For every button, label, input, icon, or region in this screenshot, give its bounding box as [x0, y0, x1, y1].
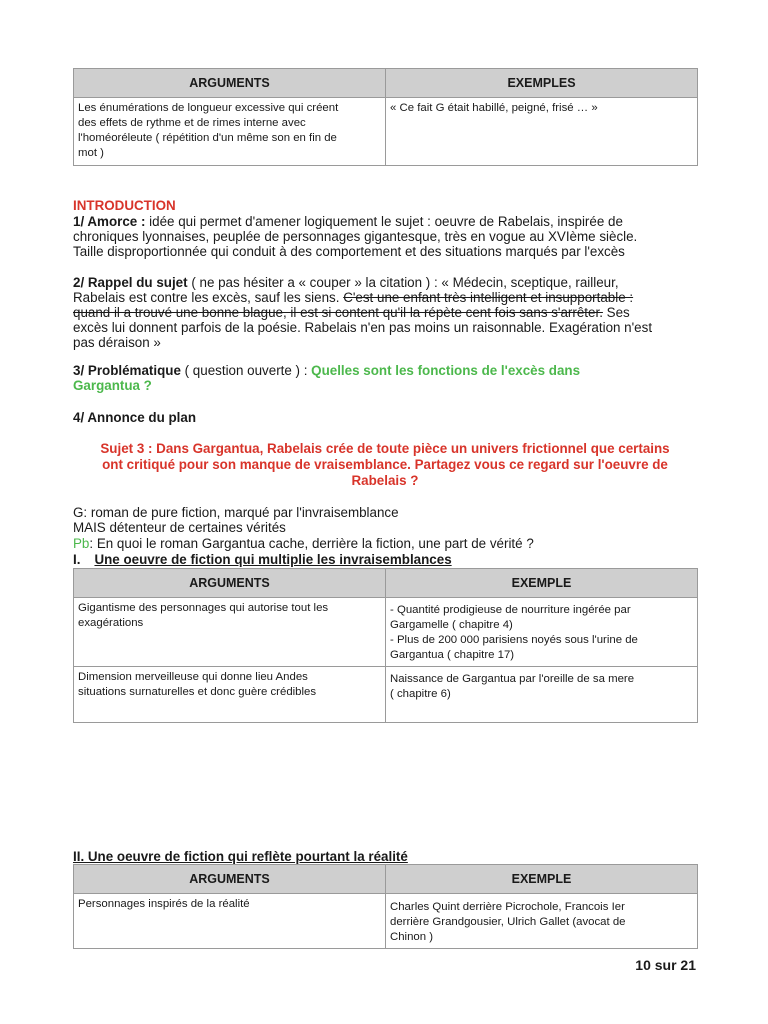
cell-line: Chinon ) — [390, 931, 434, 943]
rappel-struck: C'est une enfant très intelligent et insupportable : — [343, 290, 634, 305]
table-row — [74, 98, 698, 166]
example-cell — [386, 98, 698, 166]
cell-line: mot ) — [78, 147, 104, 159]
cell-line: Naissance de Gargantua par l'oreille de sa mere — [390, 673, 635, 685]
amorce-line-3: Taille disproportionnée qui conduit à des comportement et des situations marqués par l'excès — [73, 244, 625, 259]
header-exemples: EXEMPLES — [386, 69, 698, 98]
pb-text: : En quoi le roman Gargantua cache, derrière la fiction, une part de vérité ? — [89, 536, 534, 551]
argument-cell — [74, 667, 386, 723]
cell-line: exagérations — [78, 617, 144, 629]
problem-mid: ( question ouverte ) : — [180, 363, 312, 378]
amorce-line — [73, 214, 623, 230]
header-arguments: ARGUMENTS — [74, 569, 386, 598]
section1-title: Une oeuvre de fiction qui multiplie les invraisemblances — [94, 552, 452, 567]
argument-cell — [74, 598, 386, 667]
cell-line: Personnages inspirés de la réalité — [78, 898, 250, 910]
rappel-line-3 — [73, 305, 630, 321]
rappel-line-2 — [73, 290, 633, 306]
problem-label: 3/ Problématique — [73, 363, 181, 378]
problem-line-1 — [73, 363, 580, 379]
arguments-table-1 — [73, 68, 698, 166]
rappel-line-1 — [73, 275, 619, 291]
header-exemple: EXEMPLE — [386, 865, 698, 894]
header-arguments: ARGUMENTS — [74, 865, 386, 894]
sujet3-line: ont critiqué pour son manque de vraisemblance. Partagez vous ce regard sur l'oeuvre de — [102, 457, 668, 472]
rappel-line-5: pas déraison » — [73, 335, 161, 350]
section2-title: II. Une oeuvre de fiction qui reflète pourtant la réalité — [73, 849, 408, 864]
argument-cell — [74, 98, 386, 166]
rappel-plain-2: Ses — [602, 305, 630, 320]
sujet3-block — [73, 441, 697, 489]
arguments-table-2 — [73, 568, 698, 723]
sujet3-line: Sujet 3 : Dans Gargantua, Rabelais crée de toute pièce un univers frictionnel que certains — [100, 441, 670, 456]
arguments-table-3 — [73, 864, 698, 949]
section1-heading — [73, 552, 452, 568]
problem-line-2: Gargantua ? — [73, 378, 152, 393]
plan-label: 4/ Annonce du plan — [73, 410, 196, 425]
intro-title: INTRODUCTION — [73, 198, 176, 213]
sujet3-line: Rabelais ? — [351, 473, 419, 488]
rappel-plain: Rabelais est contre les excès, sauf les siens. — [73, 290, 344, 305]
section1-number: I. — [73, 552, 81, 567]
cell-line: Gargantua ( chapitre 17) — [390, 649, 515, 661]
cell-line: - Quantité prodigieuse de nourriture ingérée par — [390, 604, 631, 616]
cell-line: « Ce fait G était habillé, peigné, frisé … » — [390, 102, 598, 114]
cell-line: Gargamelle ( chapitre 4) — [390, 619, 513, 631]
argument-cell — [74, 894, 386, 949]
pb-label: Pb — [73, 536, 90, 551]
cell-line: l'homéoréleute ( répétition d'un même son en fin de — [78, 132, 337, 144]
example-cell — [386, 598, 698, 667]
rappel-label: 2/ Rappel du sujet — [73, 275, 188, 290]
note-line-2: MAIS détenteur de certaines vérités — [73, 520, 286, 535]
table-row — [74, 667, 698, 723]
amorce-label: 1/ Amorce : — [73, 214, 146, 229]
problem-question: Quelles sont les fonctions de l'excès dans — [311, 363, 581, 378]
cell-line: Charles Quint derrière Picrochole, Francois Ier — [390, 901, 625, 913]
header-exemple: EXEMPLE — [386, 569, 698, 598]
rappel-line-4: excès lui donnent parfois de la poésie. Rabelais n'en pas moins un raisonnable. Exagération n'est — [73, 320, 653, 335]
cell-line: des effets de rythme et de rimes interne avec — [78, 117, 306, 129]
cell-line: - Plus de 200 000 parisiens noyés sous l'urine de — [390, 634, 638, 646]
cell-line: ( chapitre 6) — [390, 688, 451, 700]
example-cell — [386, 667, 698, 723]
cell-line: derrière Grandgousier, Ulrich Gallet (avocat de — [390, 916, 626, 928]
table-row — [74, 598, 698, 667]
cell-line: situations surnaturelles et donc guère crédibles — [78, 686, 317, 698]
rappel-struck-2: quand il a trouvé une bonne blague, il est si content qu'il la répète cent fois sans s'arrêter. — [73, 305, 603, 320]
amorce-line-2: chroniques lyonnaises, peuplée de personnages gigantesque, très en vogue au XVIème siècle. — [73, 229, 638, 244]
note-line-1: G: roman de pure fiction, marqué par l'invraisemblance — [73, 505, 399, 520]
pb-line — [73, 536, 534, 552]
table-row — [74, 894, 698, 949]
cell-line: Gigantisme des personnages qui autorise tout les — [78, 602, 329, 614]
cell-line: Dimension merveilleuse qui donne lieu Andes — [78, 671, 308, 683]
example-cell — [386, 894, 698, 949]
amorce-text: idée qui permet d'amener logiquement le sujet : oeuvre de Rabelais, inspirée de — [145, 214, 623, 229]
header-arguments: ARGUMENTS — [74, 69, 386, 98]
cell-line: Les énumérations de longueur excessive qui créent — [78, 102, 339, 114]
rappel-text: ( ne pas hésiter a « couper » la citation ) : « Médecin, sceptique, railleur, — [187, 275, 619, 290]
page-number: 10 sur 21 — [635, 957, 696, 973]
